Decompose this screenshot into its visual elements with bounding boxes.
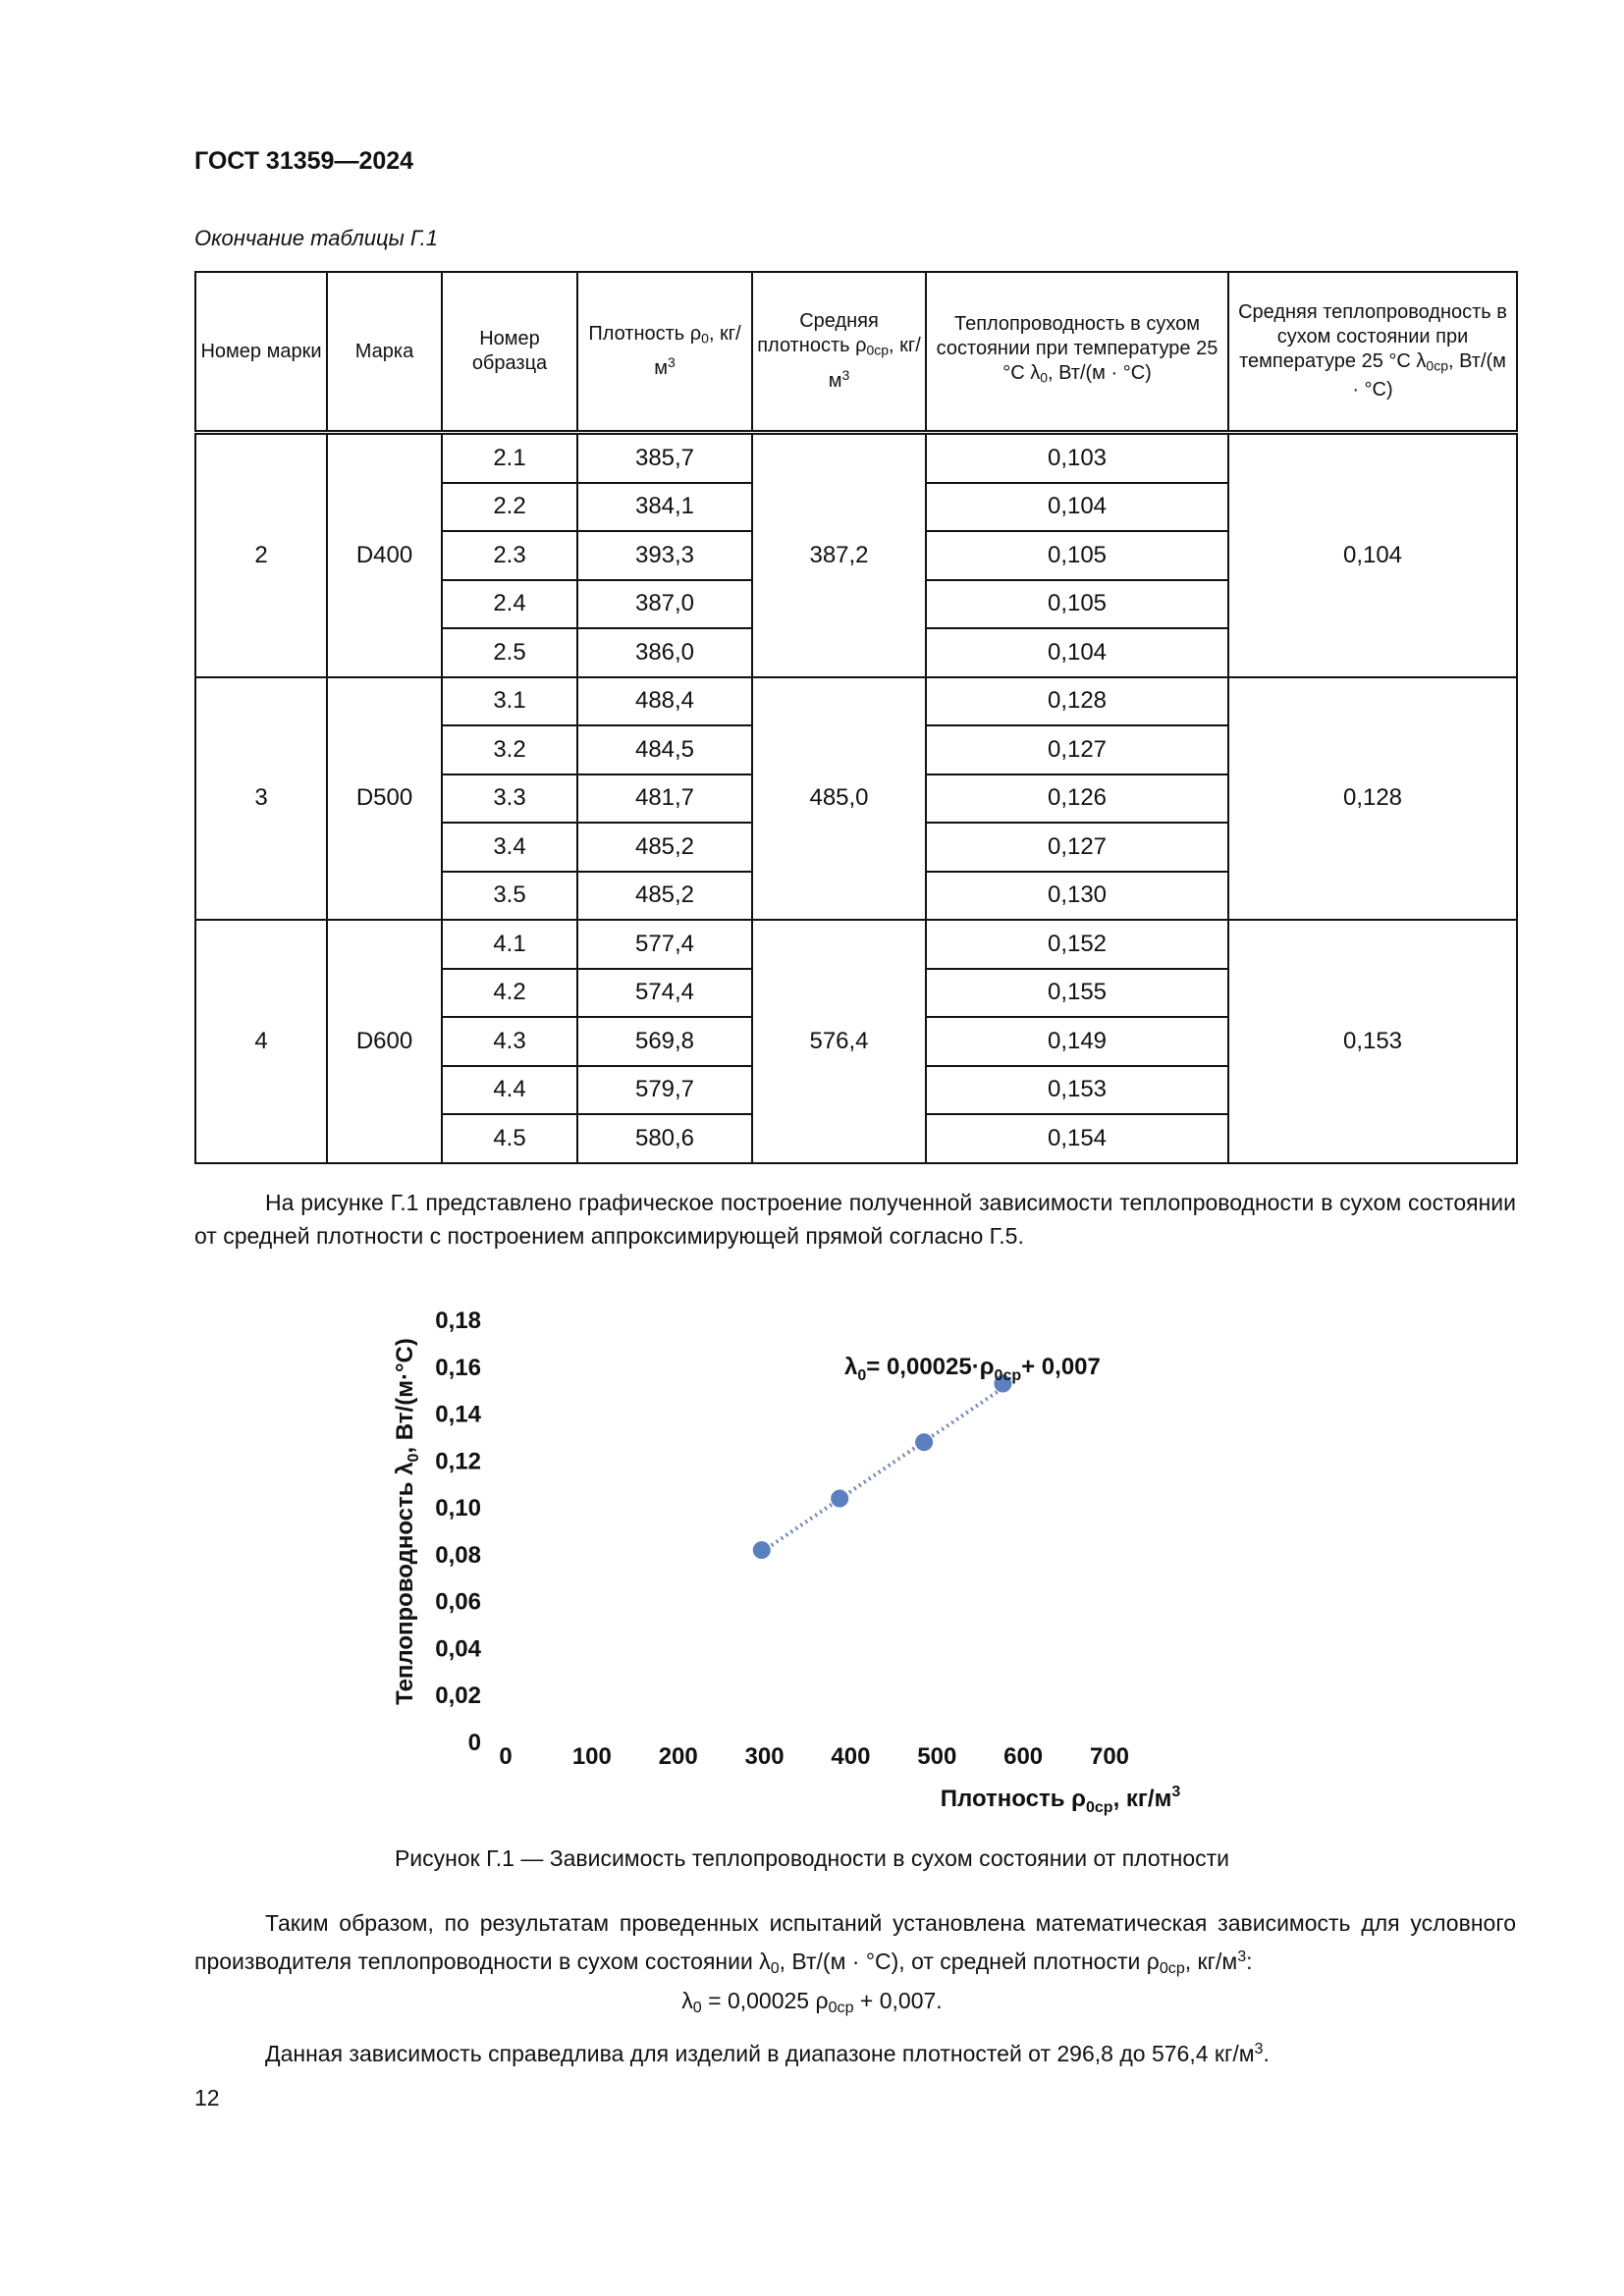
cell-density: 580,6 — [577, 1114, 752, 1163]
cell-conductivity: 0,130 — [926, 872, 1228, 921]
cell-conductivity: 0,104 — [926, 483, 1228, 532]
cell-avg-conductivity: 0,128 — [1228, 677, 1517, 921]
cell-mark-no: 3 — [195, 677, 327, 921]
y-tick-label: 0,02 — [435, 1682, 481, 1710]
cell-conductivity: 0,153 — [926, 1066, 1228, 1115]
closing-paragraph: Данная зависимость справедлива для изделий в диапазоне плотностей от 296,8 до 576,4 $кг/м^3$. — [265, 2040, 1270, 2067]
table-row — [195, 433, 1517, 483]
cell-conductivity: 0,127 — [926, 823, 1228, 872]
header-avg-density: Средняя плотность $\rho_{0ср}$, $кг/м^3$ — [752, 272, 926, 433]
cell-avg-conductivity: 0,153 — [1228, 920, 1517, 1163]
cell-density: 481,7 — [577, 774, 752, 824]
figure-caption: Рисунок Г.1 — Зависимость теплопроводности в сухом состоянии от плотности — [394, 1845, 1230, 1871]
cell-conductivity: 0,128 — [926, 677, 1228, 726]
header-conductivity: Теплопроводность в сухом состоянии при температуре 25 °С $\lambda_0$, Вт/(м · °С) — [926, 272, 1228, 433]
cell-sample: 3.2 — [442, 725, 577, 774]
cell-conductivity: 0,152 — [926, 920, 1228, 969]
table-row — [195, 920, 1517, 969]
cell-density: 485,2 — [577, 872, 752, 921]
x-axis-ticks — [499, 1743, 1129, 1770]
data-table — [194, 271, 1518, 1164]
y-tick-label: 0,06 — [435, 1588, 481, 1616]
cell-conductivity: 0,105 — [926, 531, 1228, 580]
cell-conductivity: 0,154 — [926, 1114, 1228, 1163]
cell-conductivity: 0,155 — [926, 969, 1228, 1018]
cell-mark-no: 4 — [195, 920, 327, 1163]
cell-conductivity: 0,105 — [926, 580, 1228, 629]
cell-conductivity: 0,103 — [926, 433, 1228, 483]
cell-density: 485,2 — [577, 823, 752, 872]
cell-sample: 4.1 — [442, 920, 577, 969]
cell-density: 384,1 — [577, 483, 752, 532]
cell-sample: 3.4 — [442, 823, 577, 872]
y-tick-label: 0,04 — [435, 1635, 481, 1663]
y-tick-label: 0,12 — [435, 1448, 481, 1475]
page-number: 12 — [194, 2085, 220, 2110]
cell-conductivity: 0,127 — [926, 725, 1228, 774]
y-tick-label: 0 — [467, 1730, 481, 1756]
cell-density: 579,7 — [577, 1066, 752, 1115]
y-tick-label: 0,18 — [435, 1308, 481, 1334]
table-row — [195, 677, 1517, 726]
cell-mark-no: 2 — [195, 433, 327, 677]
cell-sample: 3.3 — [442, 774, 577, 824]
cell-sample: 2.1 — [442, 433, 577, 483]
y-tick-label: 0,16 — [435, 1354, 481, 1381]
x-tick-label: 100 — [571, 1743, 612, 1770]
header-sample-no: Номер образца — [442, 272, 577, 433]
cell-sample: 3.5 — [442, 872, 577, 921]
cell-sample: 2.5 — [442, 628, 577, 677]
y-axis-label: Теплопроводность $\lambda_0$, Вт/(м·°С) — [392, 1338, 422, 1705]
cell-avg-conductivity: 0,104 — [1228, 433, 1517, 677]
cell-avg-density: 485,0 — [752, 677, 926, 921]
y-tick-label: 0,14 — [435, 1401, 481, 1428]
cell-density: 488,4 — [577, 677, 752, 726]
cell-mark: D500 — [327, 677, 442, 921]
x-tick-label: 600 — [1003, 1743, 1044, 1770]
cell-density: 574,4 — [577, 969, 752, 1018]
x-tick-label: 200 — [658, 1743, 698, 1770]
cell-sample: 4.3 — [442, 1017, 577, 1066]
y-tick-label: 0,10 — [435, 1495, 481, 1522]
cell-density: 393,3 — [577, 531, 752, 580]
x-tick-label: 700 — [1089, 1743, 1130, 1770]
trend-equation: $\lambda_0= 0,00025\cdot\rho_{0ср}+ 0,007$ — [844, 1354, 1101, 1384]
scatter-chart — [383, 1276, 1365, 1826]
data-point — [753, 1541, 771, 1559]
data-point — [831, 1490, 848, 1508]
cell-sample: 4.4 — [442, 1066, 577, 1115]
conclusion-paragraph: Таким образом, по результатам проведенных испытаний установлена математическая зависимость для условного производителя теплопроводности в сухом состоянии $\lambda_0$, Вт/(м · °С), от средней плотности $\rho_{0ср}$, $кг/м^3$: — [194, 1910, 1516, 1978]
cell-sample: 2.3 — [442, 531, 577, 580]
cell-density: 387,0 — [577, 580, 752, 629]
header-avg-conductivity: Средняя теплопроводность в сухом состоянии при температуре 25 °С $\lambda_{0ср}$, Вт/(м · °С) — [1228, 272, 1517, 433]
cell-density: 385,7 — [577, 433, 752, 483]
cell-sample: 2.4 — [442, 580, 577, 629]
trend-line — [762, 1388, 1003, 1552]
cell-sample: 2.2 — [442, 483, 577, 532]
cell-conductivity: 0,149 — [926, 1017, 1228, 1066]
table-header-row — [195, 272, 1517, 433]
cell-density: 577,4 — [577, 920, 752, 969]
cell-density: 569,8 — [577, 1017, 752, 1066]
cell-mark: D600 — [327, 920, 442, 1163]
table-caption: Окончание таблицы Г.1 — [194, 226, 438, 250]
cell-conductivity: 0,104 — [926, 628, 1228, 677]
intro-paragraph: На рисунке Г.1 представлено графическое построение полученной зависимости теплопроводности в сухом состоянии от средней плотности с построением аппроксимирующей прямой согласно Г.5. — [194, 1190, 1516, 1249]
x-tick-label: 300 — [744, 1743, 785, 1770]
header-mark: Марка — [327, 272, 442, 433]
cell-sample: 4.2 — [442, 969, 577, 1018]
x-tick-label: 0 — [499, 1743, 513, 1770]
cell-density: 484,5 — [577, 725, 752, 774]
cell-density: 386,0 — [577, 628, 752, 677]
cell-mark: D400 — [327, 433, 442, 677]
table-body — [195, 433, 1517, 1163]
cell-avg-density: 387,2 — [752, 433, 926, 677]
header-density: Плотность $\rho_0$, $кг/м^3$ — [577, 272, 752, 433]
x-tick-label: 500 — [917, 1743, 957, 1770]
x-axis-label: Плотность $\rho_{0ср}$, $кг/м^3$ — [940, 1784, 1181, 1816]
y-tick-label: 0,08 — [435, 1541, 481, 1569]
y-axis-ticks — [435, 1308, 481, 1756]
cell-sample: 3.1 — [442, 677, 577, 726]
data-point — [915, 1433, 933, 1451]
cell-avg-density: 576,4 — [752, 920, 926, 1163]
document-header: ГОСТ 31359—2024 — [194, 147, 414, 175]
cell-conductivity: 0,126 — [926, 774, 1228, 824]
formula: $\lambda_0 = 0,00025$ $\rho_{0ср} + 0,007$. — [681, 1988, 943, 2017]
header-mark-no: Номер марки — [195, 272, 327, 433]
x-tick-label: 400 — [831, 1743, 871, 1770]
cell-sample: 4.5 — [442, 1114, 577, 1163]
